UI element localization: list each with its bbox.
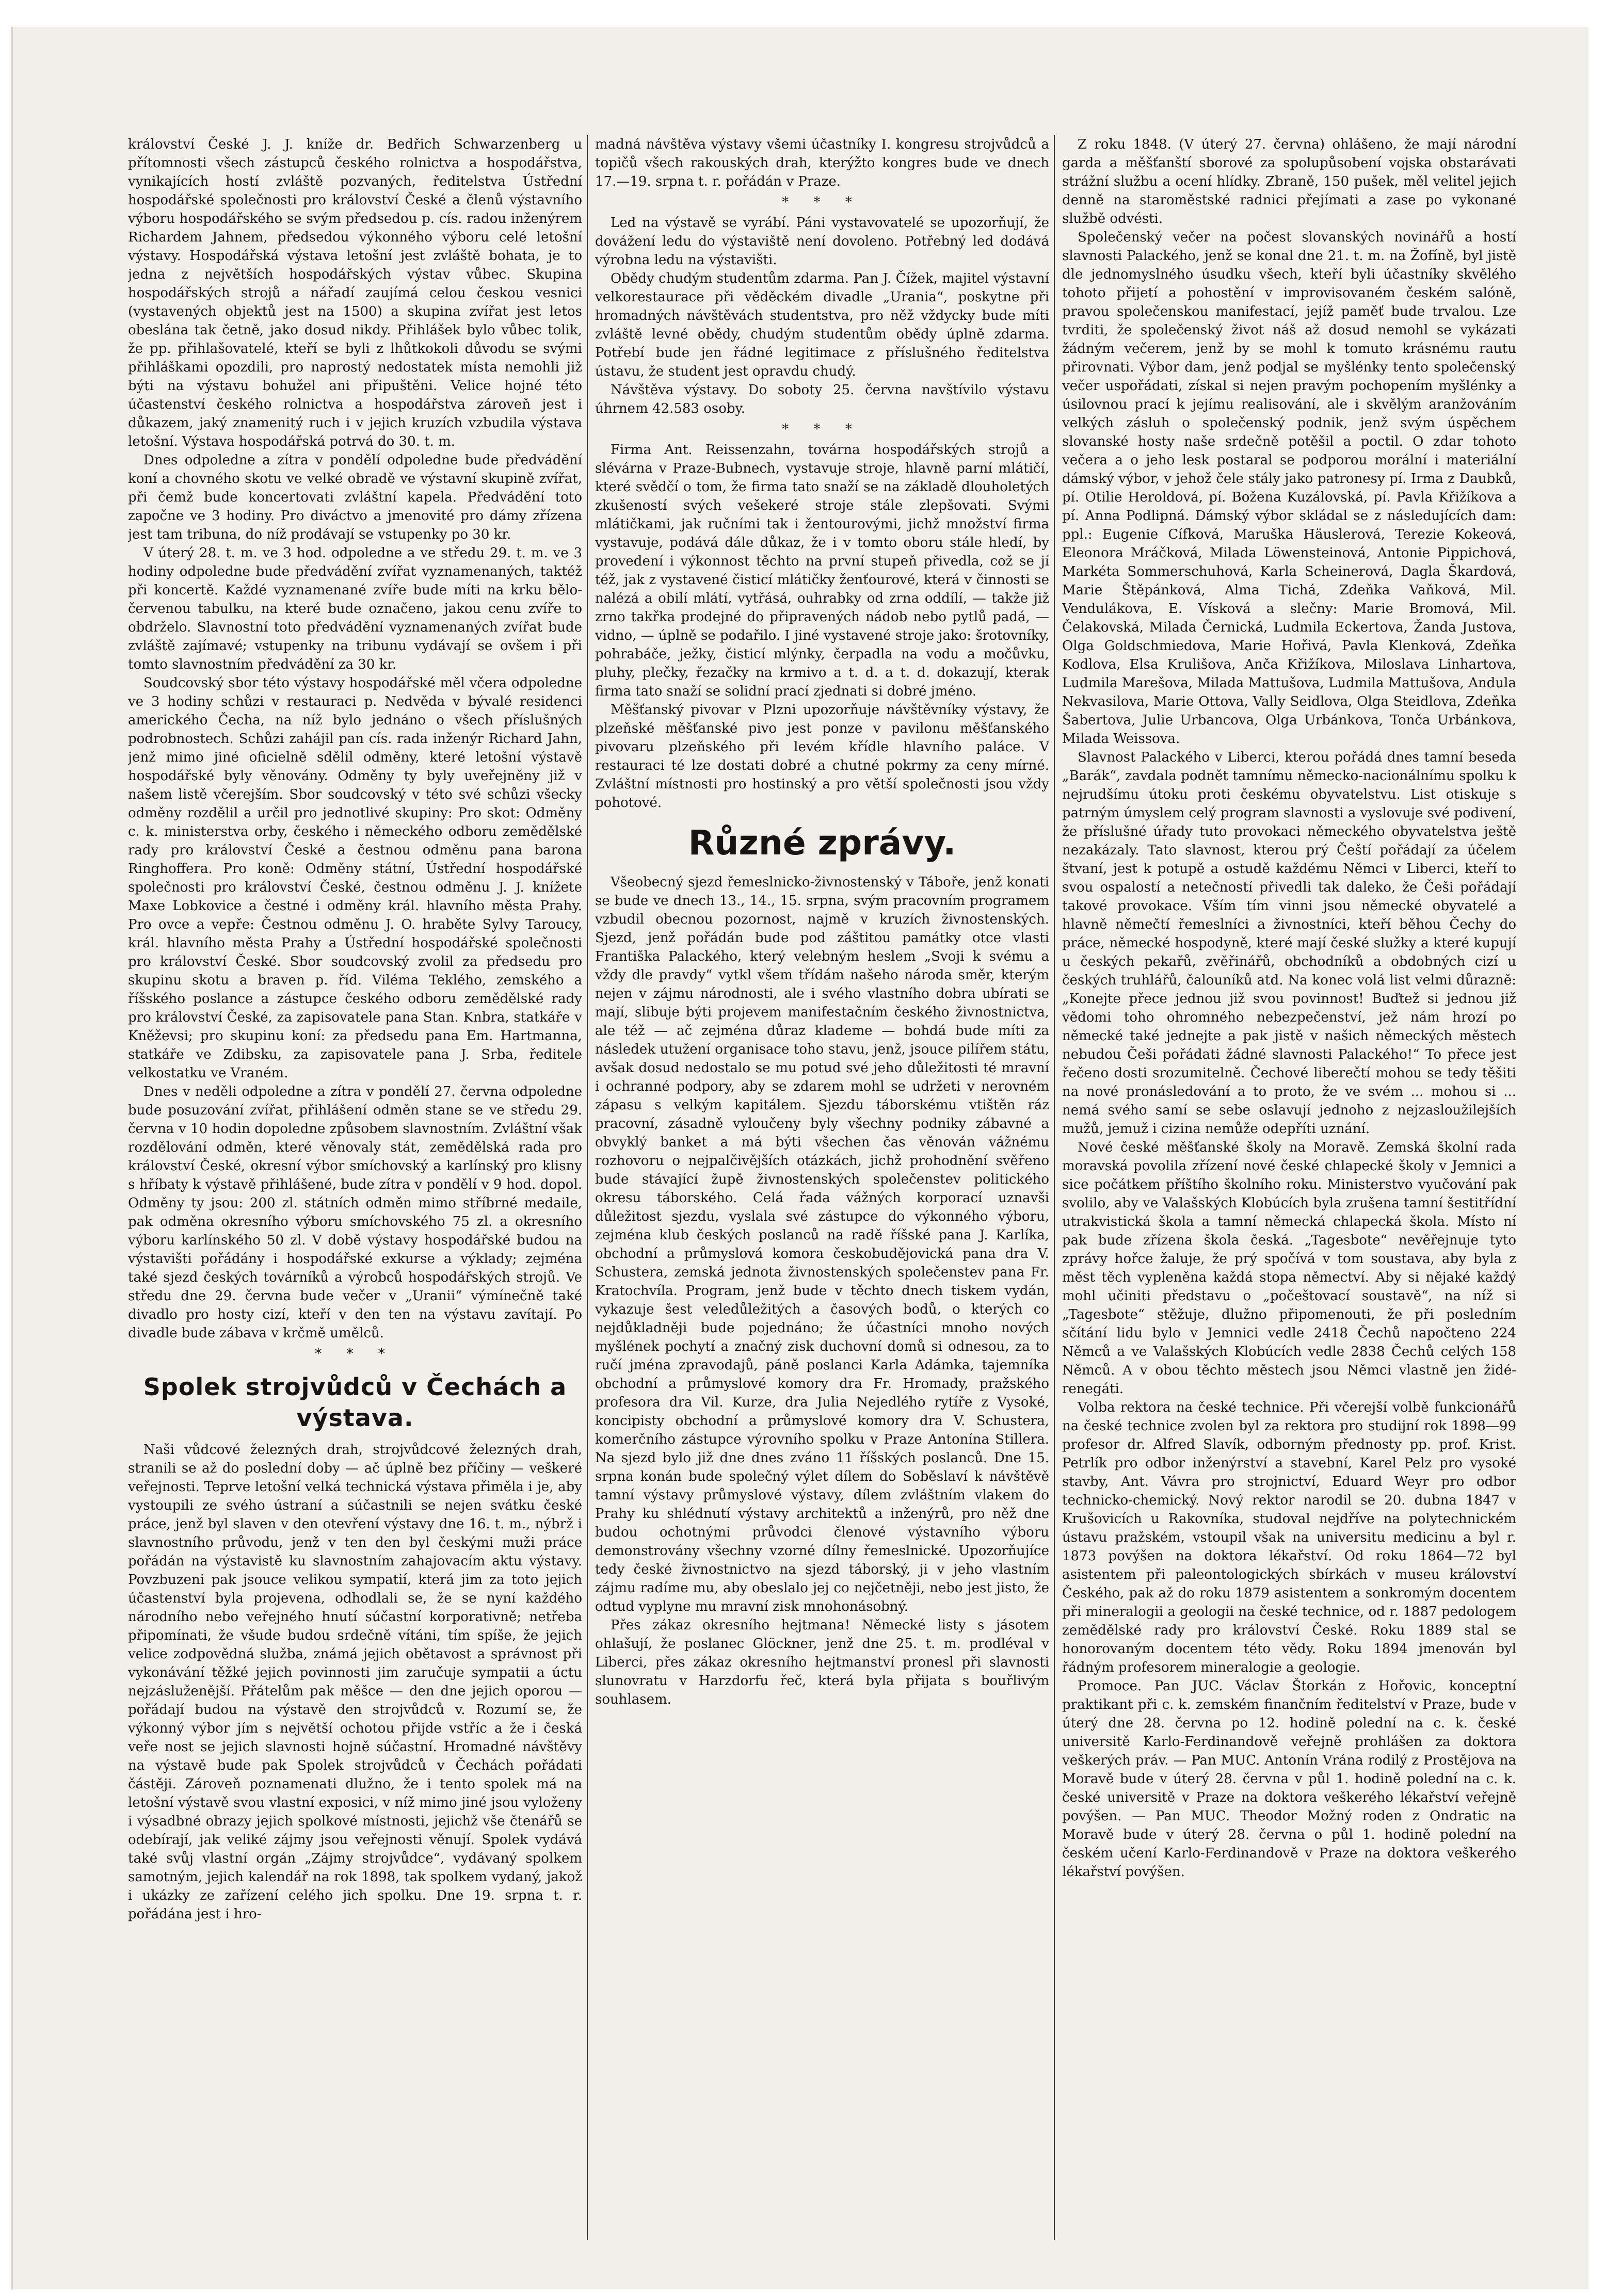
column-3 — [1062, 135, 1516, 2245]
pilsner-brewery-paragraph: Měšťanský pivovar v Plzni upozorňuje návštěvníky výstavy, že plzeňské měšťanské pivo jest ponze v pavilonu měšťanského pivovaru plzeňského při levém křídle hlavního paláce. V restauraci té lze dostati dobré a chutné pokrmy za ceny mírné. Zvláštní místnosti pro hostinský a pro větší společnosti jsou vždy pohotové. — [595, 702, 1049, 811]
section-title-various-news: Různé zprávy. — [688, 823, 956, 863]
column-1 — [128, 135, 582, 2245]
jury-paragraph: Soudcovský sbor této výstavy hospodářské měl včera odpoledne ve 3 hodiny schůzi v restauraci p. Nedvěda v bývalé residenci amerického Čecha, na níž bylo jednáno o všech příslušných podrobnostech. Schůzi zahájil pan cís. rada inženýr Richard Jahn, jenž mimo jiné oficielně sdělil odměny, které letošní výstavě hospodářské byly věnovány. Odměny ty byly uveřejněny již v našem listě včerejším. Sbor soudcovský v této své schůzi všecky odměny rozdělil a určil pro jednotlivé skupiny: Pro skot: Odměny c. k. ministerstva orby, českého i německého odboru zemědělské rady pro království České a čestnou odměnu pana barona Ringhoffera. Pro koně: Odměny státní, Ústřední hospodářské společnosti pro království České, čestnou odměnu J. J. knížete Maxe Lobkovice a čestné i odměny král. hlavního města Prahy. Pro ovce a vepře: Čestnou odměnu J. O. hraběte Sylvy Taroucy, král. hlavního města Prahy a Ústřední hospodářské společnosti pro království České. Sbor soudcovský zvolil za předsedu pro skupinu skotu a braven p. říd. Viléma Teklého, zemského a říšského poslance a zástupce českého odboru zemědělské rady pro království České, za zapisovatele pana Stan. Knbra, statkáře v Kněževsi; pro skupinu koní: za předsedu pana Em. Hartmanna, statkáře ve Zdibsku, za zapisovatele pana J. Srba, ředitele velkostatku ve Vraném. — [128, 675, 582, 1081]
exhibition-opening-paragraph: království České J. J. kníže dr. Bedřich Schwarzenberg u přítomnosti všech zástupců českého rolnictva a hospodářstva, vynikajících hostí zvláště pozvaných, ředitelstva Ústřední hospodářské společnosti pro království České a členů výstavního výboru hospodářského se svým předsedou p. cís. radou inženýrem Richardem Jahnem, předsedou výkonného výboru celé letošní výstavy. Hospodářská výstava letošní jest zvláště bohata, je to jedna z největších hospodářských výstav vůbec. Skupina hospodářských strojů a nářadí zaujímá celou českou vesnici (vystavených objektů jest na 1500) a skupina zvířat jest letos obeslána tak četně, jako dosud nikdy. Přihlášek bylo vůbec tolik, že pp. přihlašovatelé, kteří se byli z lhůtkokoli důvodu se svými přihláškami opozdili, pro naprostý nedostatek místa nemohli již býti na výstavu bohužel ani připuštěni. Velice hojné této účastenství českého rolnictva a hospodářstva zároveň jest i důkazem, jaký znamenitý ruch i v jejich kruzích vzbudila výstava letošní. Výstava hospodářská potrvá do 30. t. m. — [128, 137, 582, 449]
column-rule — [587, 135, 588, 2240]
rector-election-paragraph: Volba rektora na české technice. Při včerejší volbě funkcionářů na české technice zvolen byl za rektora pro studijní rok 1898—99 profesor dr. Alfred Slavík, odborným přednosty pp. prof. Krist. Petrlík pro odbor inženýrství a stavební, Karel Pelz pro vysoké stavby, Ant. Vávra pro strojnictví, Eduard Weyr pro odbor technicko-chemický. Nový rektor narodil se 20. dubna 1847 v Krušovicích u Rakovníka, studoval nejdříve na polytechnickém ústavu pražském, vstoupil však na universitu medicinu a byl r. 1873 povýšen na doktora lékařství. Od roku 1864—72 byl asistentem při paleontologických sbírkách v museu království Českého, pak až do roku 1879 asistentem a sonkromým docentem při mineralogii a geologii na české technice, od r. 1887 pedologem zemědělské rady pro království České. Roku 1889 stal se honorovaným docentem této vědy. Roku 1894 jmenován byl řádným profesorem mineralogie a geologie. — [1062, 1400, 1516, 1675]
trade-congress-tabor-paragraph: Všeobecný sjezd řemeslnicko-živnostenský v Táboře, jenž konati se bude ve dnech 13., 14., 15. srpna, svým pracovním programem vzbudil obecnou pozornost, najmě v kruzích živnostenských. Sjezd, jenž pořádán bude pod záštitou památky otce vlasti Františka Palackého, který velebným heslem „Svoji k svému a vždy dle pravdy“ vytkl všem třídám našeho národa směr, kterým nejen v zájmu národnosti, ale i svého vlastního dobra ubírati se mají, slibuje býti projevem manifestačním českého živnostnictva, ale též — ač zejména důraz klademe — bohdá bude míti za následek utužení organisace toho stavu, jenž, jsouce pilířem státu, avšak dosud nedostalo se mu potud své jeho důležitosti té mravní i ochranné podpory, aby se zdarem mohl se udržeti v nerovném zápasu s velkým kapitálem. Sjezdu táborskému vtištěn ráz pracovní, zásadně vyloučeny byly všechny podniky zábavné a obvyklý banket a má býti všechen čas věnován vážnému rozhovoru o nejpalčivějších otázkách, jichž prohodnění svěřeno bude stávající župě živnostenských společenstev politického okresu táborského. Celá řada vážných korporací uznavši důležitost sjezdu, vyslala své zástupce do výkonného výboru, zejména klub českých poslanců na radě říšské pana J. Karlíka, obchodní a průmyslová komora českobudějovická pana dra V. Schustera, zemská jednota živnostenských společenstev pana Fr. Kratochvíla. Program, jenž bude v těchto dnech tiskem vydán, vykazuje šest veledůležitých a časových bodů, o kterých co nejdůkladněji bude pojednáno; že účastníci mnoho nových myšlének pochytí a značný zisk duchovní domů si odnesou, za to ručí jména zpravodajů, páně poslanci Karla Adámka, tajemníka obchodní a průmyslové komory dra Fr. Hromady, pražského profesora dra Vil. Kurze, dra Julia Nejedlého rytíře z Vysoké, koncipisty obchodní a průmyslové komory dra V. Schustera, komerčního zástupce výrovního spolku v Praze Antonína Stillera. Na sjezd bylo již dne dnes zváno 11 říšských poslanců. Dne 15. srpna konán bude společný výlet dílem do Soběslaví k návštěvě tamní výstavy průmyslové výstavy, dílem zvláštním vlakem do Prahy ku shlédnutí výstavy architektů a inženýrů, pro něž dne budou ochotnými průvodci členové výstavního výboru demonstrovány všechny vzorné dílny řemeslnické. Upozorňujíce tedy české živnostnictvo na sjezd táborský, ji v jeho vlastním zájmu radíme mu, aby obeslalo jej co nejčetněji, nebo jest jisto, že odtud vyplyne mu mravní zisk mnohonásobný. — [595, 875, 1049, 1614]
promotions-paragraph: Promoce. Pan JUC. Václav Štorkán z Hořovic, konceptní praktikant při c. k. zemském finančním ředitelství v Praze, bude v úterý dne 28. června po 12. hodině polední na c. k. české universitě Karlo-Ferdinandově veřejně prohlášen za doktora veškerých práv. — Pan MUC. Antonín Vrána rodilý z Prostějova na Moravě bude v úterý 28. června v půl 1. hodině polední na c. k. české universitě v Praze na doktora veškerého lékařství veřejně povýšen. — Pan MUC. Theodor Možný roden z Ondratic na Moravě bude v úterý 28. června o půl 1. hodině polední na českém učení Karlo-Ferdinandově v Praze na doktora veškerého lékařství povýšen. — [1062, 1678, 1516, 1880]
student-lunches-paragraph: Obědy chudým studentům zdarma. Pan J. Čížek, majitel výstavní velkorestaurace při věděckém divadle „Urania“, poskytne při hromadných návštěvách studentstva, pro něž vždycky bude míti zvláště levné obědy, chudým studentům obědy úplně zdarma. Potřebí bude jen řádné legitimace z příslušného ředitelstva ústavu, že student jest opravdu chudý. — [595, 271, 1049, 379]
award-animals-paragraph: V úterý 28. t. m. ve 3 hod. odpoledne a ve středu 29. t. m. ve 3 hodiny odpoledne bude předvádění zvířat vyznamenaných, taktéž při koncertě. Každé vyznamenané zvíře bude míti na krku bělo-červenou tabulku, na které bude označeno, jakou cenu zvíře to obdrželo. Slavnostní toto předvádění vyznamenaných zvířat bude zvláště zajímavé; vstupenky na tribunu vydávají se ovšem i při tomto slavnostním předvádění za 30 kr. — [128, 545, 582, 672]
attendance-paragraph: Návštěva výstavy. Do soboty 25. června navštívilo výstavu úhrnem 42.583 osoby. — [595, 382, 1049, 416]
separator-stars: * * * — [782, 195, 862, 210]
social-evening-paragraph: Společenský večer na počest slovanských novinářů a hostí slavnosti Palackého, jenž se konal dne 21. t. m. na Žofíně, byl jistě dle jednomyslného úsudku všech, kteří byli účastníky skvělého tohoto přijetí a pohostění v improvisovaném českém salóně, pravou společenskou manifestací, jejíž paměť bude trvalou. Lze tvrditi, že společenský život náš až dosud nemohl se vykázati žádným večerem, jenž by se mohl k tomuto krásnému rautu přirovnati. Výbor dam, jenž podjal se myšlénky tento společenský večer uspořádati, získal si nejen pravým pochopením myšlénky a úsilovnou prací k jejímu realisování, ale i skvělým aranžováním velkých zásluh o společenský podnik, jenž svým úspěchem slovanské hosty naše srdečně potěšil a poctil. O zdar tohoto večera a o jeho lesk postaral se podporou morální i materiální dámský výbor, v jehož čele stály jako patronesy pí. Irma z Daubků, pí. Otilie Heroldová, pí. Božena Kuzálovská, pí. Pavla Křižíkova a pí. Anna Podlipná. Dámský výbor skládal se z následujících dam: ppl.: Eugenie Cífková, Maruška Häuslerová, Terezie Kokeová, Eleonora Mráčková, Milada Löwensteinová, Antonie Pippichová, Markéta Sommerschuhová, Karla Scheinerová, Dagla Škardová, Marie Štěpánková, Alma Tichá, Zdeňka Vaňková, Mil. Vendulákova, E. Vísková a slečny: Marie Bromová, Mil. Čelakovská, Milada Černická, Ludmila Eckertova, Žanda Justova, Olga Goldschmiedova, Marie Hořivá, Pavla Klenková, Zdeňka Kodlova, Elsa Krulišova, Anča Křižíkova, Miloslava Linhartova, Ludmila Marešova, Milada Mattušova, Ludmila Mattušova, Andula Nekvasilova, Marie Ottova, Vally Seidlova, Olga Steidlova, Zdeňka Šabertova, Julie Urbancova, Olga Urbánkova, Tonča Urbánkova, Milada Weissova. — [1062, 230, 1516, 747]
despite-ban-paragraph: Přes zákaz okresního hejtmana! Německé listy s jásotem ohlašují, že poslanec Glöckner, jenž dne 25. t. m. prodléval v Liberci, přes zákaz okresního hejtmanství pronesl při slavnosti slunovratu v Harzdorfu řeč, která byla přijata s bouřlivým souhlasem. — [595, 1618, 1049, 1707]
column-2 — [595, 135, 1049, 2245]
newspaper-page — [128, 135, 1545, 2245]
new-czech-schools-moravia-paragraph: Nové české měšťanské školy na Moravě. Zemská školní rada moravská povolila zřízení nové české chlapecké školy v Jemnici a sice počátkem příštího školního roku. Ministerstvo vyučování pak svolilo, aby ve Valašských Klobúcích byla zrušena tamní šestitřídní utrakvistická škola a tamní německá chlapecká škola. Místo ní pak bude zřízena škola česká. „Tagesbote“ nevěřejnuje tyto zprávy hořce žaluje, že prý spočívá v tom soustava, aby byla z měst těch vypleněna každá stopa němectví. Aby si nějaké každý mohl učiniti představu o „počeštovací soustavě“, na níž si „Tagesbote“ stěžuje, dlužno připomenouti, že při posledním sčítání lidu bylo v Jemnici vedle 2418 Čechů napočteno 224 Němců a ve Valašských Klobúcích vedle 2838 Čechů celých 158 Němců. A v obou těchto městech jsou Němci vlastně jen židé-renegáti. — [1062, 1140, 1516, 1397]
section-title-engine-drivers: Spolek strojvůdců v Čechách a výstava. — [143, 1373, 567, 1432]
horse-cattle-show-paragraph: Dnes odpoledne a zítra v pondělí odpoledne bude předvádění koní a chovného skotu ve velké obradě ve výstavní skupině zvířat, při čemž bude koncertovati zvláštní kapela. Předvádění toto započne ve 3 hodiny. Pro diváctvo a jmenovité pro dámy zřízena jest tam tribuna, do níž prodávají se vstupenky po 30 kr. — [128, 452, 582, 542]
column-rule — [1054, 135, 1055, 2240]
separator-stars: * * * — [782, 422, 862, 437]
engine-drivers-paragraph: Naši vůdcové železných drah, strojvůdcové železných drah, stranili se až do poslední doby — ač úplně bez příčiny — veškeré veřejnosti. Teprve letošní velká technická výstava přiměla i je, aby vystoupili ze svého ústraní a súčastnili se nejen svátku české práce, jenž byl slaven v den otevření výstavy dne 16. t. m., nýbrž i slavnostního průvodu, jenž v ten den byl českými muži práce pořádán na výstavistě ku slavnostním zahajovacím aktu výstavy. Povzbuzeni pak jsouce velikou sympatií, která jim za toto jejich účastenství byla projevena, odhodlali se, že se nyní každého národního nebo veřejného hnutí súčastní korporativně; netřeba připomínati, že všude budou srdečně vítáni, tím spíše, že jejich velice zodpovědná služba, známá jejich obětavost a správnost při vykonávání těžké jejich povinnosti jim zaručuje sympatii a úctu nejzásluženější. Přátelům pak měšce — den dne jejich oporou — pořádají budou na výstavě den strojvůdců v. Rozumí se, že výkonný výbor jím s největší ochotou přijde vstříc a že i česká veře nost se jejich slavnosti hojně súčastní. Hromadné návštěvy na výstavě bude pak Spolek strojvůdců v Čechách pořádati částěji. Zároveň poznamenati dlužno, že i tento spolek má na letošní výstavě svou vlastní exposici, v níž mimo jiné jsou vyloženy i výsadbné obrazy jejich spolkové místnosti, jejichž vše čtenářů se odebírají, jak veliké zájmy jsou veřejnosti věnují. Spolek vydává také svůj vlastní orgán „Zájmy strojvůdce“, vydávaný spolkem samotným, jejich kalendář na rok 1898, tak spolkem vydaný, jakož i ukázky ze zařízení celého jich spolku. Dne 19. srpna t. r. pořádána jest i hro- — [128, 1442, 582, 1922]
separator-stars: * * * — [315, 1346, 395, 1362]
reissenzahn-ad-paragraph: Firma Ant. Reissenzahn, továrna hospodářských strojů a slévárna v Praze-Bubnech, vystavuje stroje, hlavně parní mlátičí, které svědčí o tom, že firma tato snaží se na základě dlouholetých zkušeností svých vešekeré stroje stále zlepšovati. Svými mlátičkami, jak ručními tak i žentourovými, jichž množství firma vystavuje, podává dále důkaz, že i v tomto oboru stále hledí, by provedení i výkonnost těchto na první stupeň přivedla, což se jí též, jak z vystavené čisticí mlátičky ženťourové, která v činnosti se nalézá a obilí mlátí, vytřásá, ouhrabky od zrna oddílí, — takže již zrno takřka prodejné do připravených nádob nebo pytlů padá, — vidno, — úplně se podařilo. I jiné vystavené stroje jako: šrotovníky, pohrabáče, ježky, čisticí mlýnky, čerpadla na vodu a močůvku, pluhy, plečky, řezačky na krmivo a t. d. a t. d. dokazují, kterak firma tato snaží se solidní prací zjednati si dobré jméno. — [595, 442, 1049, 699]
congress-visit-paragraph: madná návštěva výstavy všemi účastníky I. kongresu strojvůdců a topičů všech rakouských drah, kterýžto kongres bude ve dnech 17.—19. srpna t. r. pořádán v Praze. — [595, 137, 1049, 189]
judging-schedule-paragraph: Dnes v neděli odpoledne a zítra v pondělí 27. června odpoledne bude posuzování zvířat, přihlášení odměn stane se ve středu 29. června v 10 hodin dopoledne způsobem slavnostním. Zvláštní však rozdělování odměn, které věnovaly stát, zemědělská rada pro království České, okresní výbor smíchovský a karlínský pro klisny s hříbaty k výstavě přihlášené, bude zítra v pondělí v 9 hod. dopol. Odměny ty jsou: 200 zl. státních odměn mimo stříbrné medaile, pak odměna okresního výboru smíchovského 75 zl. a okresního výboru karlínského 50 zl. V době výstavy hospodářské budou na výstavišti pořádány i hospodářské exkurse a výklady; zejména také sjezd českých továrníků a výrobců hospodářských strojů. Ve středu dne 29. června bude večer v „Uranii“ výmínečně také divadlo pro hosty cizí, kteří v den ten na výstavu zavítají. Po divadle bude zábava v krčmě umělců. — [128, 1084, 582, 1341]
year-1848-paragraph: Z roku 1848. (V úterý 27. června) ohlášeno, že mají národní garda a měšťanští sborové za spolupůsobení vojska obstarávati strážní službu a ocení hlídky. Zbraně, 150 pušek, měl velitel jejich denně na staroměstské radnici přejímati a zase po vykonané službě odvésti. — [1062, 137, 1516, 227]
ice-production-paragraph: Led na výstavě se vyrábí. Páni vystavovatelé se upozorňují, že dovážení ledu do výstaviště není dovoleno. Potřebný led dodává výrobna ledu na výstavišti. — [595, 215, 1049, 268]
palacky-celebration-liberec-paragraph: Slavnost Palackého v Liberci, kterou pořádá dnes tamní beseda „Barák“, zavdala podnět tamnímu německo-nacionálnímu spolku k nejrudšímu útoku proti českému obyvatelstvu. List otiskuje s patrným úmyslem celý program slavnosti a vyslovuje své podivení, že příslušné úřady tuto provokaci německého obyvatelstva ještě nezakázaly. Tato slavnost, kterou prý Čeští pořádají za účelem štvaní, jest k potupě a ostudě každému Němci v Liberci, kteří to svou ospalostí a netečností přivedli tak daleko, že Češi pořádají takové provokace. Vším tím vinni jsou německé obyvatelé a hlavně němečtí řemeslníci a živnostníci, kteří běhou Čechy do práce, německé hospodyně, které mají české služky a které kupují u českých pekařů, zvěřinářů, obchodníků a obdobných cizí u českých truhlářů, čalouníků atd. Na konec volá list velmi důrazně: „Konejte přece jednou již svou povinnost! Buďtež si jednou již vědomi toho ohromného nebezpečenství, jež nám hrozí po německé také jednejte a pak jistě v našich německých městech nebudou Češi pořádati žádné slavnosti Palackého!“ To přece jest řečeno dosti srozumitelně. Čechové liberečtí mohou se tedy těšiti na nové pronásledování a to proto, že ve svém ... mohou si ... nemá svého samí se sebe oslavují jednoho z nejzasloužilejších mužů, jemuž i cizina nemůže odepříti uznání. — [1062, 750, 1516, 1137]
right-margin — [1588, 0, 1621, 2296]
